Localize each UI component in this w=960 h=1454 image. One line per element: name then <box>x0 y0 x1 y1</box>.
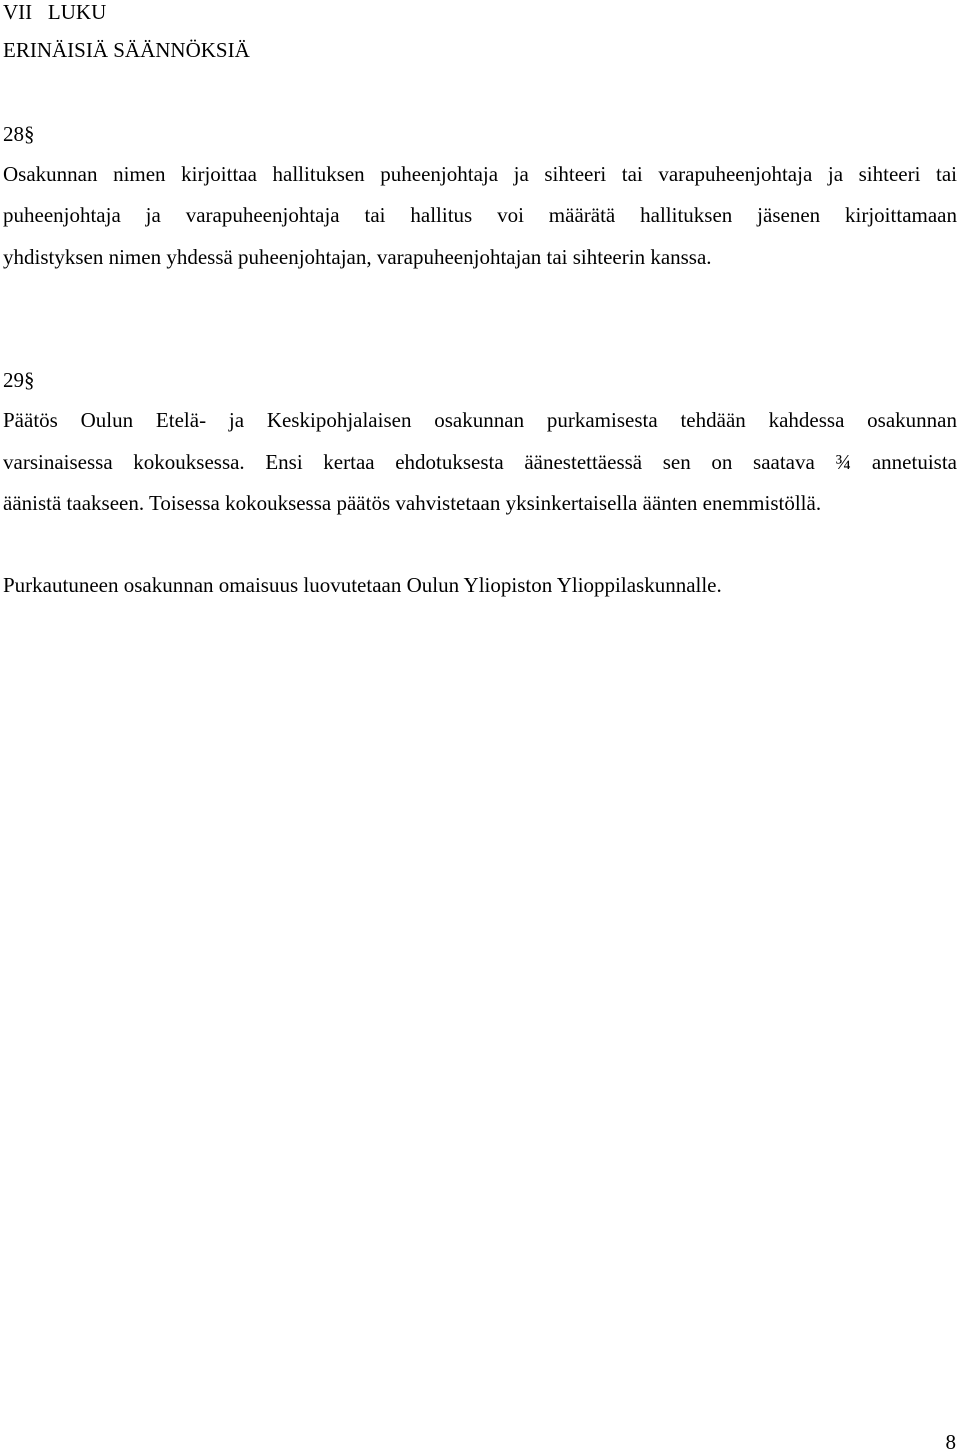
section-29-line-3: äänistä taakseen. Toisessa kokouksessa päätös vahvistetaan yksinkertaisella äänten enemmistöllä. <box>3 491 822 515</box>
section-28-line-2: puheenjohtaja ja varapuheenjohtaja tai hallitus voi määrätä hallituksen jäsenen kirjoittamaan <box>3 203 957 227</box>
section-28-heading <box>3 122 35 146</box>
chapter-title: ERINÄISIÄ SÄÄNNÖKSIÄ <box>3 38 250 62</box>
section-sign: § <box>24 122 35 146</box>
section-28-line-1: Osakunnan nimen kirjoittaa hallituksen puheenjohtaja ja sihteeri tai varapuheenjohtaja ja sihteeri tai <box>3 162 957 186</box>
section-29-extra-paragraph: Purkautuneen osakunnan omaisuus luovutetaan Oulun Yliopiston Ylioppilaskunnalle. <box>3 573 722 597</box>
section-28-line-3: yhdistyksen nimen yhdessä puheenjohtajan, varapuheenjohtajan tai sihteerin kanssa. <box>3 245 712 269</box>
section-29-line-2: varsinaisessa kokouksessa. Ensi kertaa ehdotuksesta äänestettäessä sen on saatava ¾ annetuista <box>3 450 957 474</box>
section-sign: § <box>24 368 35 392</box>
chapter-heading <box>3 0 106 24</box>
section-29-heading <box>3 368 35 392</box>
section-number: 28 <box>3 122 24 146</box>
chapter-word: LUKU <box>47 0 107 24</box>
section-29-line-1: Päätös Oulun Etelä- ja Keskipohjalaisen osakunnan purkamisesta tehdään kahdessa osakunnan <box>3 408 957 432</box>
chapter-number: VII <box>3 0 33 24</box>
section-number: 29 <box>3 368 24 392</box>
page-number: 8 <box>945 1430 956 1454</box>
